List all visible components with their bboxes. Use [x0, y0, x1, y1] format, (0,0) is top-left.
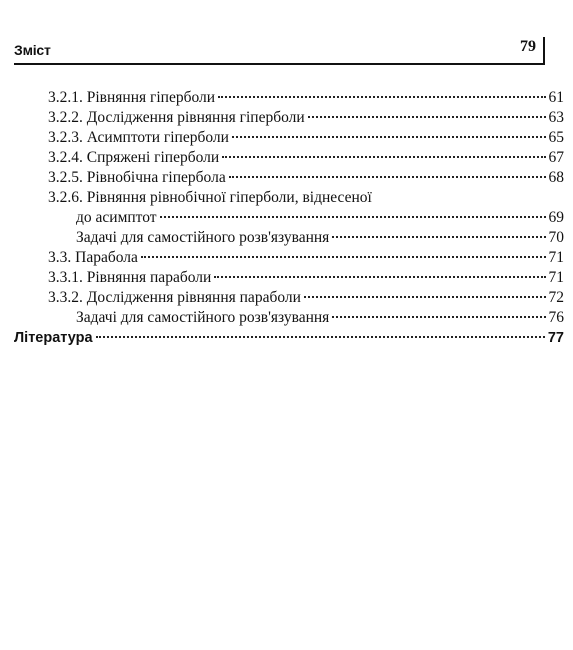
- header-rule: [14, 63, 544, 65]
- toc-entry-label: 3.3.1. Рівняння параболи: [48, 269, 212, 286]
- toc-entry-label: 3.2.5. Рівнобічна гіпербола: [48, 169, 226, 186]
- toc-entry: [76, 228, 564, 248]
- toc-leader: [232, 136, 546, 138]
- toc-entry-label: Література: [14, 330, 93, 346]
- toc-leader: [160, 216, 546, 218]
- toc-entry: [48, 168, 564, 188]
- toc-leader: [218, 96, 545, 98]
- page-header: [14, 38, 538, 60]
- toc-entry-label: 3.3. Парабола: [48, 249, 138, 266]
- toc-entry: [48, 288, 564, 308]
- toc-entry: [48, 148, 564, 168]
- toc-entry: [48, 128, 564, 148]
- toc-entry: [48, 88, 564, 108]
- toc-entry-page: 61: [548, 89, 564, 106]
- toc-entry-page: 68: [548, 169, 564, 186]
- toc-entry-page: 72: [548, 289, 564, 306]
- toc-entry-label: Задачі для самостійного розв'язування: [76, 229, 330, 246]
- toc-leader: [229, 176, 546, 178]
- toc-entry: [48, 188, 564, 208]
- toc-leader: [222, 156, 545, 158]
- toc-entry-label: 3.2.2. Дослідження рівняння гіперболи: [48, 109, 305, 126]
- toc-entry-bibliography: [14, 328, 564, 348]
- toc-entry-page: 77: [547, 330, 564, 346]
- toc-entry-label: Задачі для самостійного розв'язування: [76, 309, 330, 326]
- header-title: Зміст: [14, 42, 51, 58]
- toc-entry-label: 3.2.6. Рівняння рівнобічної гіперболи, віднесеної: [48, 189, 372, 206]
- toc-entry-label: 3.2.4. Спряжені гіперболи: [48, 149, 220, 166]
- toc-entry-page: 70: [548, 229, 564, 246]
- header-page-number: 79: [520, 38, 536, 55]
- toc-entry: [48, 248, 564, 268]
- toc-leader: [141, 256, 546, 258]
- toc-entry-page: 71: [548, 249, 564, 266]
- toc-entry: [76, 308, 564, 328]
- toc-entry-label: 3.2.3. Асимптоти гіперболи: [48, 129, 229, 146]
- toc-leader: [308, 116, 546, 118]
- toc-leader: [332, 236, 545, 238]
- toc-leader: [304, 296, 546, 298]
- toc-entry-page: 69: [548, 209, 564, 226]
- toc-entry-label: 3.3.2. Дослідження рівняння параболи: [48, 289, 301, 306]
- toc-leader: [214, 276, 545, 278]
- toc-entry-label: до асимптот: [76, 209, 157, 226]
- header-corner-rule: [543, 37, 545, 65]
- toc-entry-page: 67: [548, 149, 564, 166]
- toc-entry-page: 76: [548, 309, 564, 326]
- toc-entry-label: 3.2.1. Рівняння гіперболи: [48, 89, 216, 106]
- toc-entry: [48, 108, 564, 128]
- toc-entry: [48, 268, 564, 288]
- toc-entry-page: 71: [548, 269, 564, 286]
- toc-leader: [96, 336, 545, 338]
- toc-leader: [332, 316, 545, 318]
- toc-entry-page: 65: [548, 129, 564, 146]
- toc-entry: [76, 208, 564, 228]
- toc-entry-page: 63: [548, 109, 564, 126]
